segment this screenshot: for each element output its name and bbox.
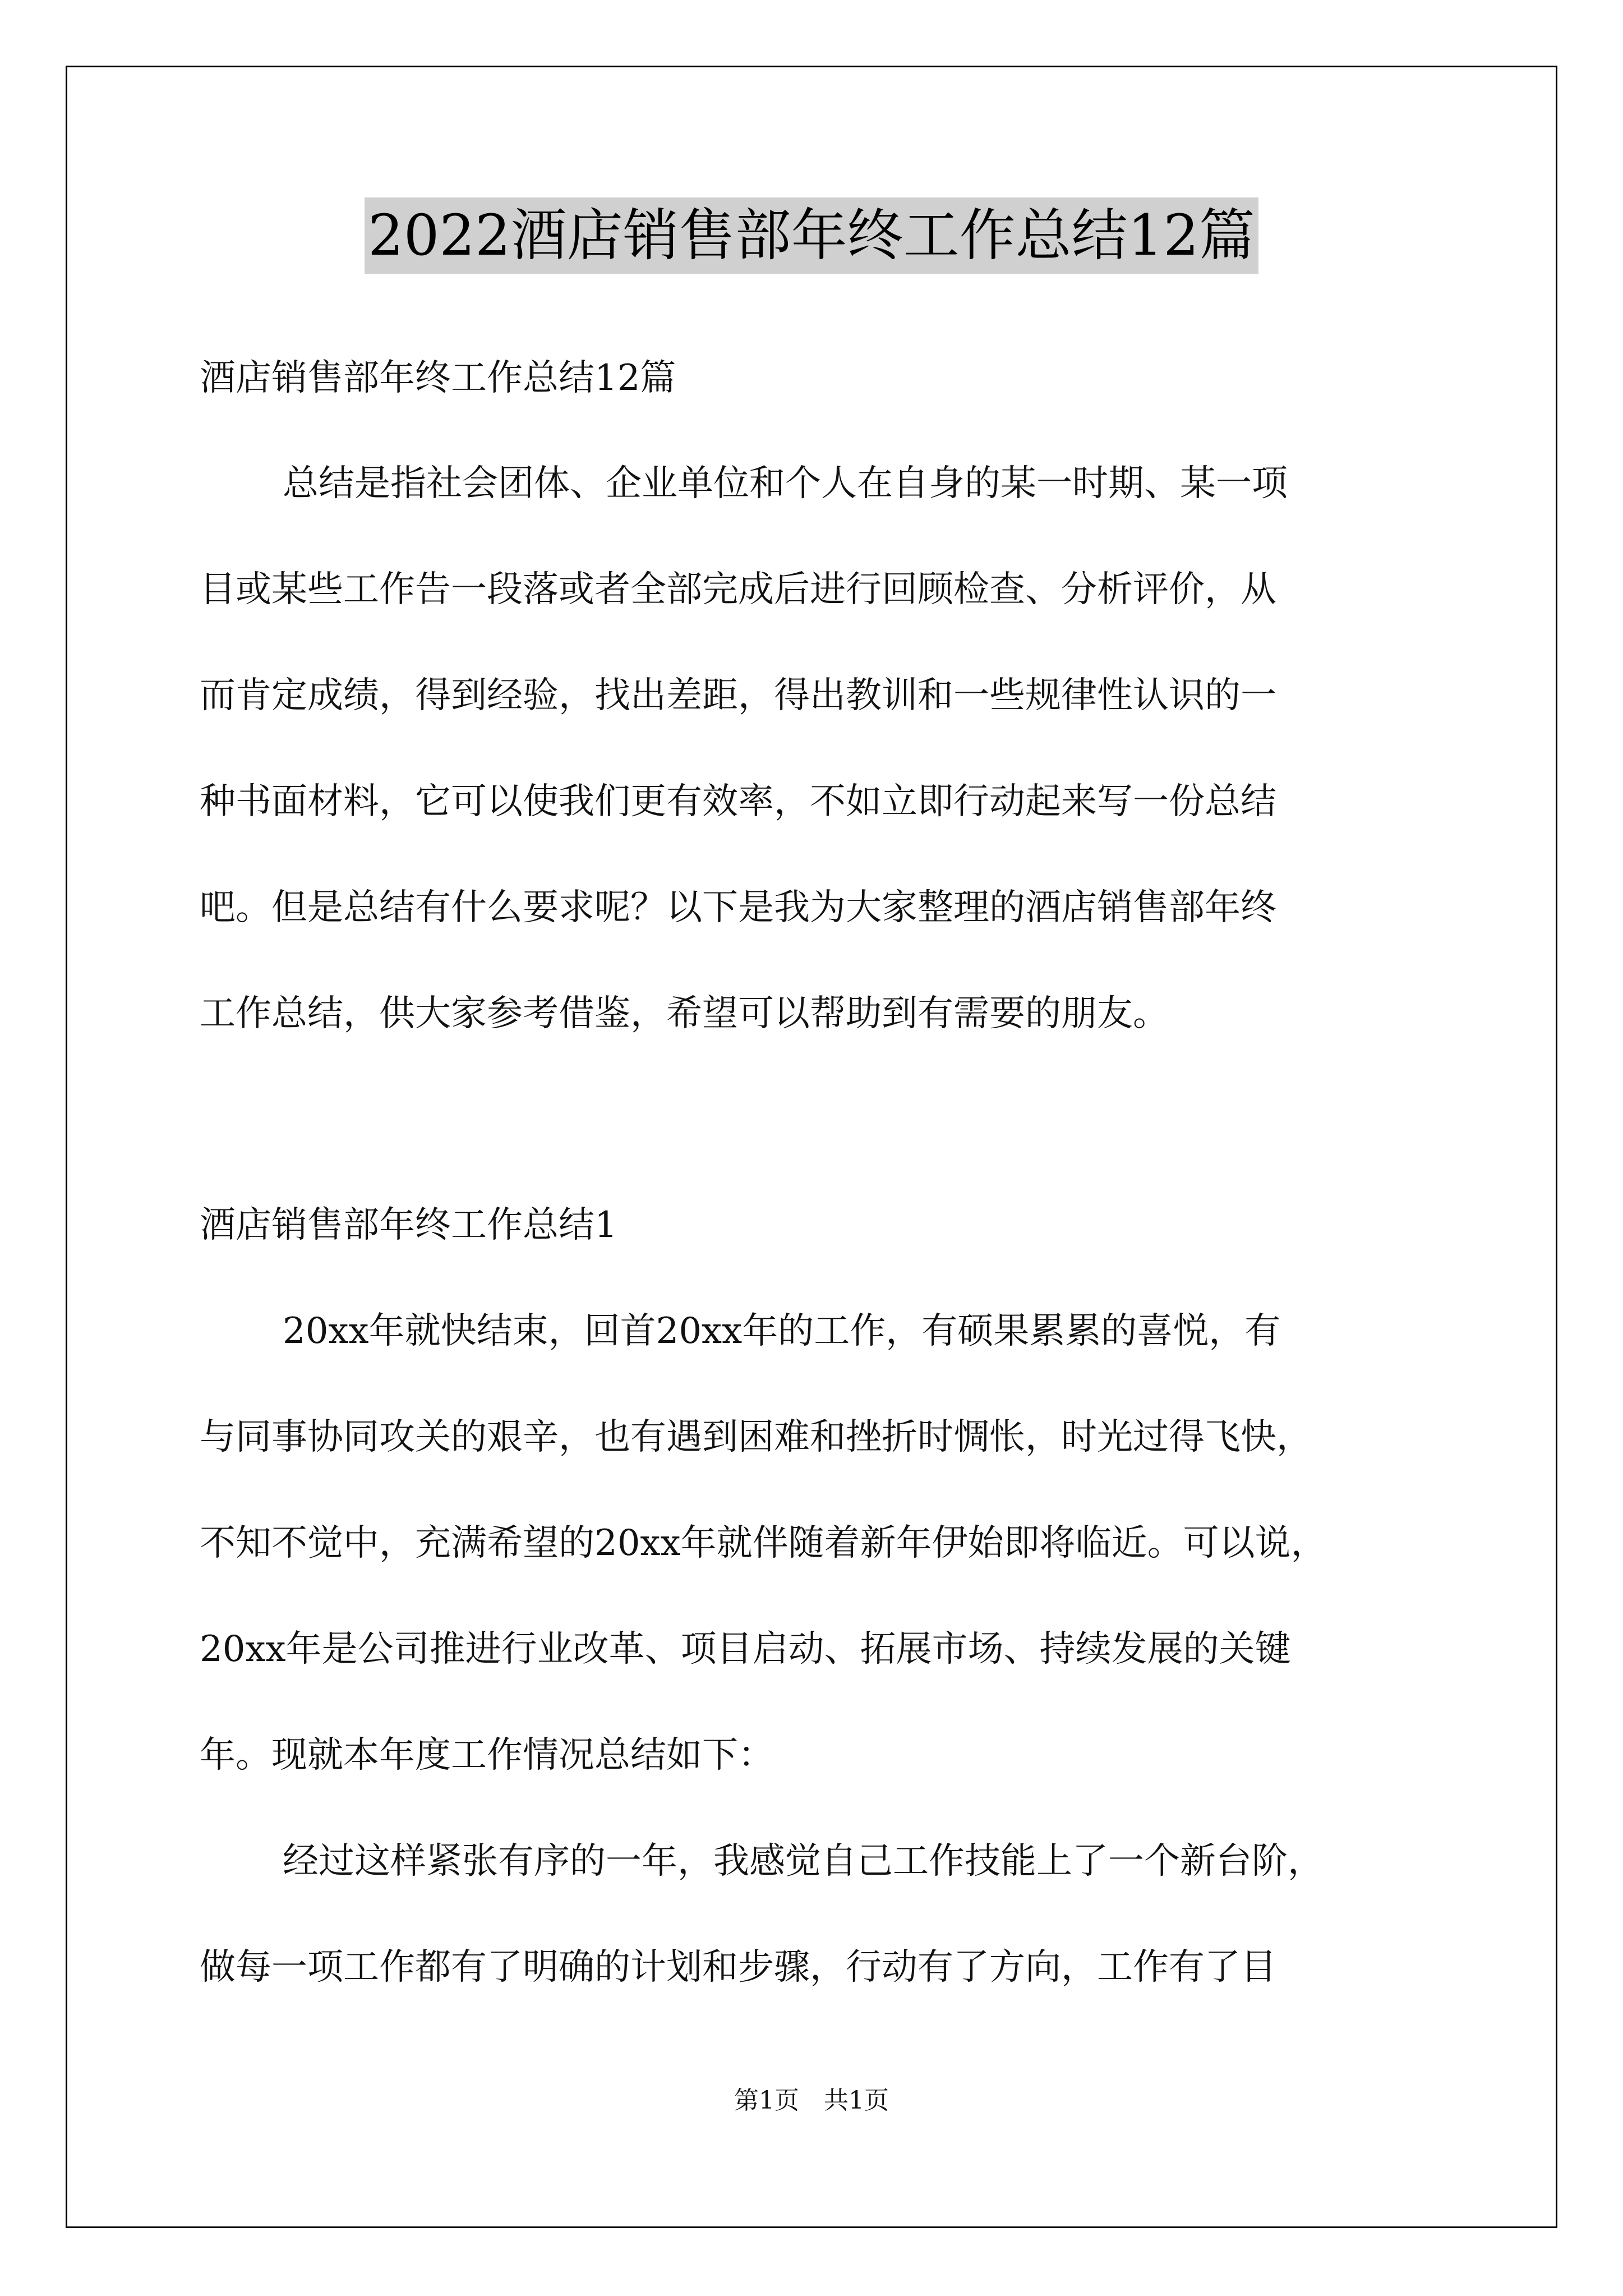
intro-line: 目或某些工作告一段落或者全部完成后进行回顾检查、分析评价，从	[200, 569, 1276, 610]
intro-line: 而肯定成绩，得到经验，找出差距，得出教训和一些规律性认识的一	[200, 675, 1276, 716]
paragraph-line: 经过这样紧张有序的一年，我感觉自己工作技能上了一个新台阶，	[283, 1841, 1324, 1882]
intro-line: 工作总结，供大家参考借鉴，希望可以帮助到有需要的朋友。	[200, 993, 1169, 1034]
section-heading: 酒店销售部年终工作总结1	[200, 1204, 617, 1246]
paragraph-line: 做每一项工作都有了明确的计划和步骤，行动有了方向，工作有了目	[200, 1947, 1276, 1988]
intro-line: 总结是指社会团体、企业单位和个人在自身的某一时期、某一项	[283, 463, 1288, 504]
intro-line: 种书面材料，它可以使我们更有效率，不如立即行动起来写一份总结	[200, 781, 1276, 822]
paragraph-line: 20xx年就快结束，回首20xx年的工作，有硕果累累的喜悦，有	[283, 1310, 1281, 1352]
paragraph-line: 20xx年是公司推进行业改革、项目启动、拓展市场、持续发展的关键	[200, 1628, 1291, 1670]
paragraph-line: 与同事协同攻关的艰辛，也有遇到困难和挫折时惆怅，时光过得飞快，	[200, 1416, 1312, 1458]
page-footer: 第1页 共1页	[734, 2086, 889, 2115]
paragraph-line: 不知不觉中，充满希望的20xx年就伴随着新年伊始即将临近。可以说，	[200, 1522, 1327, 1564]
paragraph-line: 年。现就本年度工作情况总结如下：	[200, 1734, 774, 1776]
intro-line: 吧。但是总结有什么要求呢？以下是我为大家整理的酒店销售部年终	[200, 887, 1276, 928]
subtitle: 酒店销售部年终工作总结12篇	[200, 357, 676, 399]
document-title: 2022酒店销售部年终工作总结12篇	[365, 197, 1258, 274]
title-container	[0, 197, 1623, 274]
